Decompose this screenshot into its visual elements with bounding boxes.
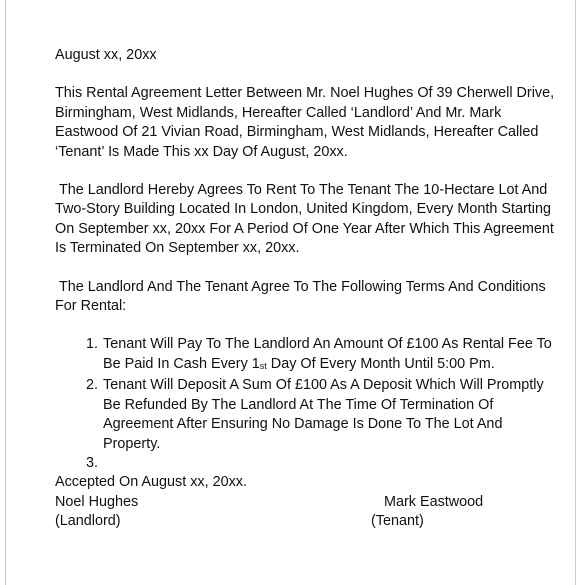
document-page — [5, 0, 576, 585]
agreement-paragraph: The Landlord Hereby Agrees To Rent To The Tenant The 10-Hectare Lot And Two-Story Building Located In London, United Kingdom, Every Month Starting On September xx, 20xx For A Period Of One Year After Which This Agreement Is Terminated On September xx, 20xx. — [55, 182, 558, 257]
landlord-role: (Landlord) — [55, 513, 121, 530]
term1-ordinal: st — [259, 360, 267, 371]
letter-date: August xx, 20xx — [55, 47, 157, 63]
term1-text: Tenant Will Pay To The Landlord An Amount Of £100 As Rental Fee To Be Paid In Cash Every 1 — [103, 336, 552, 372]
term1-text-end: Day Of Every Month Until 5:00 Pm. — [266, 355, 495, 372]
accepted-line: Accepted On August xx, 20xx. — [55, 474, 247, 491]
terms-list — [55, 335, 555, 473]
term-item-2: 2. Tenant Will Deposit A Sum Of £100 As A Deposit Which Will Promptly Be Refunded By The Landlord At The Time Of Termination Of Agreement After Ensuring No Damage Is Done To The Lot And Property. — [102, 376, 555, 454]
letter-body — [55, 46, 558, 532]
intro-paragraph: This Rental Agreement Letter Between Mr. Noel Hughes Of 39 Cherwell Drive, Birmingham, West Midlands, Hereafter Called ‘Landlord’ And Mr. Mark Eastwood Of 21 Vivian Road, Birmingham, West Midlands, Hereafter Called ‘Tenant’ Is Made This xx Day Of August, 20xx. — [55, 85, 555, 160]
term-item-3 — [102, 454, 555, 473]
terms-intro-paragraph: The Landlord And The Tenant Agree To The Following Terms And Conditions For Rental: — [55, 278, 550, 315]
landlord-name: Noel Hughes — [55, 493, 139, 510]
signature-roles-row — [55, 512, 555, 531]
tenant-name: Mark Eastwood — [384, 493, 484, 510]
tenant-role: (Tenant) — [371, 513, 424, 530]
signature-names-row — [55, 493, 555, 512]
term-item-1 — [102, 335, 555, 376]
